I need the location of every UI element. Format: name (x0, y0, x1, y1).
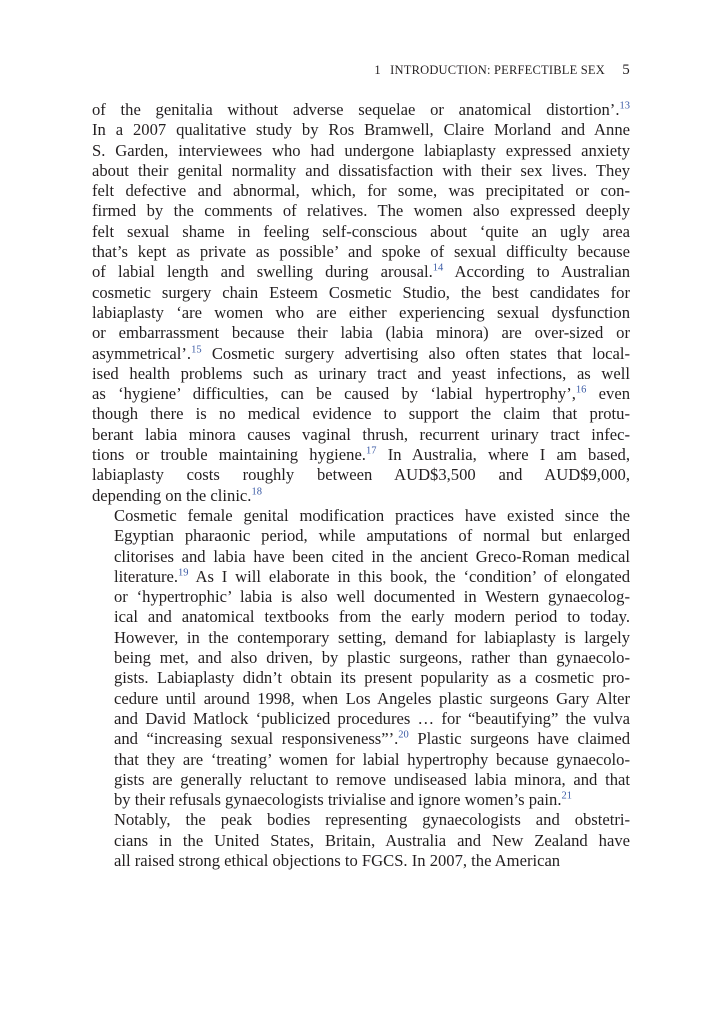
text-run: labiaplasty ‘are women who are either experiencing sexual dysfunction (92, 302, 630, 322)
text-line (92, 506, 630, 526)
text-line (92, 303, 630, 323)
text-run: as ‘hygiene’ difficulties, can be caused by ‘labial hypertrophy’, (92, 384, 576, 404)
footnote-marker[interactable]: 18 (251, 486, 262, 498)
text-run: felt sexual shame in feeling self-conscious about ‘quite an ugly area (92, 221, 630, 241)
text-line (92, 587, 630, 607)
text-run: Egyptian pharaonic period, while amputations of normal but enlarged (114, 526, 630, 546)
text-line (92, 851, 630, 871)
text-run: ised health problems such as urinary tract and yeast infections, as well (92, 363, 630, 383)
text-run: that they are ‘treating’ women for labial hypertrophy because gynaecolo- (114, 749, 630, 769)
text-run: felt defective and abnormal, which, for some, was precipitated or con- (92, 181, 630, 201)
text-line (92, 810, 630, 830)
text-line (92, 831, 630, 851)
text-line (92, 486, 630, 506)
text-run: that’s kept as private as possible’ and spoke of sexual difficulty because (92, 242, 630, 262)
text-run: S. Garden, interviewees who had undergone labiaplasty expressed anxiety (92, 140, 630, 160)
text-run: all raised strong ethical objections to FGCS. In 2007, the American (114, 850, 561, 870)
text-line (92, 567, 630, 587)
footnote-marker[interactable]: 14 (432, 262, 444, 274)
text-run: gists are generally reluctant to remove undiseased labia minora, and that (114, 769, 630, 789)
text-line (92, 709, 630, 729)
text-line (92, 323, 630, 343)
text-run: or embarrassment because their labia (labia minora) are over-sized or (92, 323, 630, 343)
chapter-title: INTRODUCTION: PERFECTIBLE SEX (390, 63, 605, 77)
text-line (92, 384, 630, 404)
text-line (92, 526, 630, 546)
text-line (92, 283, 630, 303)
text-run: depending on the clinic. (92, 485, 252, 505)
text-run: In Australia, where I am based, (376, 445, 630, 465)
text-run: firmed by the comments of relatives. The women also expressed deeply (92, 201, 630, 221)
footnote-marker[interactable]: 21 (561, 790, 572, 802)
text-run: or ‘hypertrophic’ labia is also well documented in Western gynaecolog- (114, 587, 630, 607)
text-run: and “increasing sexual responsiveness”’. (114, 729, 399, 749)
text-run: cosmetic surgery chain Esteem Cosmetic Studio, the best candidates for (92, 282, 630, 302)
footnote-marker[interactable]: 17 (365, 445, 377, 457)
text-line (92, 668, 630, 688)
text-run: by their refusals gynaecologists trivialise and ignore women’s pain. (114, 790, 562, 810)
text-run: asymmetrical’. (92, 343, 192, 363)
text-run: In a 2007 qualitative study by Ros Bramwell, Claire Morland and Anne (92, 120, 630, 140)
text-run: labiaplasty costs roughly between AUD$3,500 and AUD$9,000, (92, 465, 630, 485)
chapter-number: 1 (374, 63, 381, 77)
text-line (92, 547, 630, 567)
text-line (92, 181, 630, 201)
text-line (92, 364, 630, 384)
text-run: Cosmetic surgery advertising also often states that local- (201, 343, 630, 363)
text-run: clitorises and labia have been cited in the ancient Greco-Roman medical (114, 546, 630, 566)
text-run: though there is no medical evidence to support the claim that protu- (92, 404, 630, 424)
running-head (374, 62, 630, 79)
text-line (92, 425, 630, 445)
text-run: of labial length and swelling during arousal. (92, 262, 433, 282)
text-line (92, 201, 630, 221)
paragraph (92, 810, 630, 871)
text-line (92, 465, 630, 485)
text-line (92, 648, 630, 668)
text-run: being met, and also driven, by plastic surgeons, rather than gynaecolo- (114, 648, 630, 668)
footnote-marker[interactable]: 15 (191, 344, 202, 356)
footnote-marker[interactable]: 13 (619, 100, 630, 112)
text-line (92, 628, 630, 648)
text-line (92, 607, 630, 627)
text-line (92, 770, 630, 790)
text-run: even (586, 384, 630, 404)
text-line (92, 729, 630, 749)
text-line (92, 161, 630, 181)
text-line (92, 750, 630, 770)
text-line (92, 222, 630, 242)
text-run: literature. (114, 566, 179, 586)
text-run: berant labia minora causes vaginal thrush, recurrent urinary tract infec- (92, 424, 630, 444)
text-line (92, 262, 630, 282)
text-run: As I will elaborate in this book, the ‘condition’ of elongated (188, 566, 630, 586)
text-run: about their genital normality and dissatisfaction with their sex lives. They (92, 160, 630, 180)
footnote-marker[interactable]: 20 (398, 729, 409, 741)
text-run: ical and anatomical textbooks from the early modern period to today. (114, 607, 630, 627)
text-run: tions or trouble maintaining hygiene. (92, 445, 366, 465)
text-line (92, 445, 630, 465)
paragraph (92, 100, 630, 506)
footnote-marker[interactable]: 16 (575, 384, 587, 396)
text-run: Plastic surgeons have claimed (408, 729, 630, 749)
text-run: gists. Labiaplasty didn’t obtain its present popularity as a cosmetic pro- (114, 668, 630, 688)
text-line (92, 404, 630, 424)
text-line (92, 100, 630, 120)
text-run: However, in the contemporary setting, demand for labiaplasty is largely (114, 627, 630, 647)
page-number: 5 (622, 62, 630, 78)
text-line (92, 141, 630, 161)
text-line (92, 790, 630, 810)
text-line (92, 344, 630, 364)
text-run: Cosmetic female genital modification practices have existed since the (114, 505, 630, 525)
text-run: cedure until around 1998, when Los Angeles plastic surgeons Gary Alter (114, 688, 630, 708)
text-run: of the genitalia without adverse sequelae or anatomical distortion’. (92, 100, 620, 119)
text-run: cians in the United States, Britain, Australia and New Zealand have (114, 830, 630, 850)
footnote-marker[interactable]: 19 (178, 567, 189, 579)
text-line (92, 120, 630, 140)
body-text (92, 100, 630, 871)
text-run: and David Matlock ‘publicized procedures … for “beautifying” the vulva (114, 708, 630, 728)
text-run: According to Australian (443, 262, 630, 282)
paragraph (92, 506, 630, 810)
text-line (92, 242, 630, 262)
text-run: Notably, the peak bodies representing gynaecologists and obstetri- (114, 810, 630, 830)
text-line (92, 689, 630, 709)
